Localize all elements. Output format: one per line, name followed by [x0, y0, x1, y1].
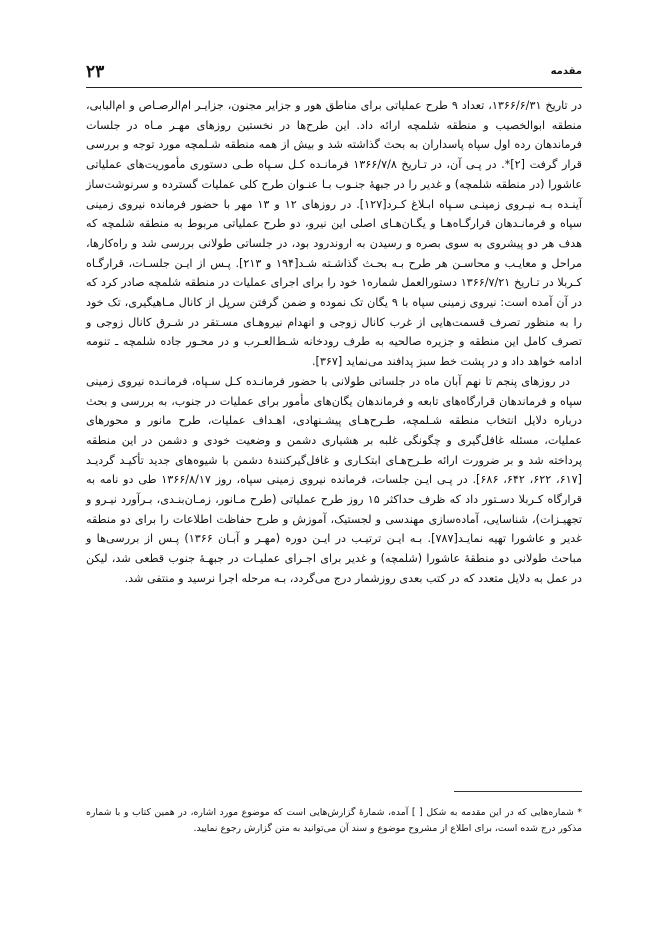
paragraph-2: در روزهای پنجم تا نهم آبان ماه در جلساتی طولانی با حضور فرمانـده کـل سـپاه، فرمانـده نیروی زمینی سپاه و فرماندهان قرارگاه‌های تابعه و فرماندهان یگان‌های مأمور برای عملیات در جنوب، به بررسی و بحث درباره دلایل انتخاب منطقه شـلمچه، طـرح‌هـای پیشـنهادی، اهـداف عملیات، طرح مانور و محورهای عملیات، مسئله غافل‌گیری و چگونگی غلبه بر هشیاری دشمن و وضعیت خودی و دشمن در این منطقه پرداخته شد و بر ضرورت ارائه طـرح‌هـای ابتکـاری و غافل‌گیرکنندهٔ دشمن با شیوه‌های جدید تأکیـد گردیـد [۶۱۷، ۶۲۲، ۶۴۲، ۶۸۶]. در پـی ایـن جلسات، فرمانده نیروی زمینی سپاه، روز ۱۳۶۶/۸/۱۷ طی دو نامه به قرارگاه کـربلا دسـتور داد که ظرف حداکثر ۱۵ روز طرح عملیاتی (طرح مـانور، زمـان‌بنـدی، بـرآورد نیـرو و تجهیـزات)، شناسایی، آماده‌سازی مهندسی و لجستیک، آموزش و طرح حفاظت اطلاعات را برای دو منطقه غدیر و عاشورا تهیه نمایـد[۷۸۷]. بـه ایـن ترتیـب در ایـن دوره (مهـر و آبـان ۱۳۶۶) پـس از بررسی‌ها و مباحث طولانی دو منطقهٔ عاشورا (شلمچه) و غدیر برای اجـرای عملیـات در جبهـهٔ جنوب قطعی شد، لیکن در عمل به دلایل متعدد که در کتب بعدی روزشمار درج می‌گردد، بـه مرحله اجرا نرسید و منتفی شد.	[86, 374, 582, 585]
section-title: مقدمه	[550, 66, 582, 77]
body-text	[86, 96, 582, 589]
paragraph-1: در تاریخ ۱۳۶۶/۶/۳۱، تعداد ۹ طرح عملیاتی برای مناطق هور و جزایر مجنون، جزایـر ام‌الرصـاص و ام‌البابی، منطقه ابوالخصیب و منطقه شلمچه ارائه داد. این طرح‌ها در نخستین روزهای مهـر مـاه در جلسات فرماندهان رده اول سپاه پاسداران به بحث گذاشته شد و بیش از همه منطقه شـلمچه مورد توجه و بررسی قرار گرفت [۲]*. در پـی آن، در تـاریخ ۱۳۶۶/۷/۸ فرمانـده کـل سـپاه طـی دستوری مأموریت‌های عملیاتی عاشورا (در منطقه شلمچه) و غدیر را در جبههٔ جنـوب بـا عنـوان طرح کلی عملیات گسترده و سرنوشت‌ساز آینـده بـه نیـروی زمینـی سـپاه ابـلاغ کـرد[۱۲۷]. در روزهای ۱۲ و ۱۳ مهر با حضور فرمانده نیروی زمینی سپاه و فرمانـدهان قرارگـاه‌هـا و یگـان‌هـای اصلی این نیرو، دو طرح عملیاتی مربوط به منطقه شلمچه که هدف هر دو پیشروی به سوی بصره و رسیدن به اروندرود بود، در جلساتی طولانی بررسی شد و راه‌کارها، مراحل و معایـب و محاسـن هر طرح بـه بحـث گذاشـته شـد[۱۹۴ و ۲۱۳]. پـس از ایـن جلسـات، قرارگـاه کـربلا در تـاریخ ۱۳۶۶/۷/۲۱ دستورالعمل شماره۱ خود را برای اجرای عملیات در منطقه شلمچه صادر کرد که در آن آمده است: نیروی زمینی سپاه با ۹ یگان تک نموده و ضمن گرفتن سرپل از کانال مـاهیگیری، تک خود را به منظور تصرف قسمت‌هایی از غرب کانال زوجی و انهدام نیروهـای مسـتقر در شـرق کانال زوجی و تصرف کامل این منطقه و جزیره صالحیه به طرف رودخانه شـط‌العـرب و در محـور جاده شلمچه ـ تنومه ادامه خواهد داد و در پشت خط سبز پدافند می‌نماید [۳۶۷].	[86, 99, 583, 369]
footnote-rule	[454, 791, 582, 792]
page-number: ۲۳	[86, 62, 105, 82]
header-rule	[86, 87, 582, 88]
footnote: * شماره‌هایی که در این مقدمه به شکل [ ] آمده، شمارهٔ گزارش‌هایی است که موضوع مورد اشاره، در همین کتاب و با شماره مذکور درج شده است، برای اطلاع از مشروح موضوع و سند آن می‌توانید به متن گزارش رجوع نمایید.	[86, 807, 582, 834]
running-header	[86, 62, 582, 84]
